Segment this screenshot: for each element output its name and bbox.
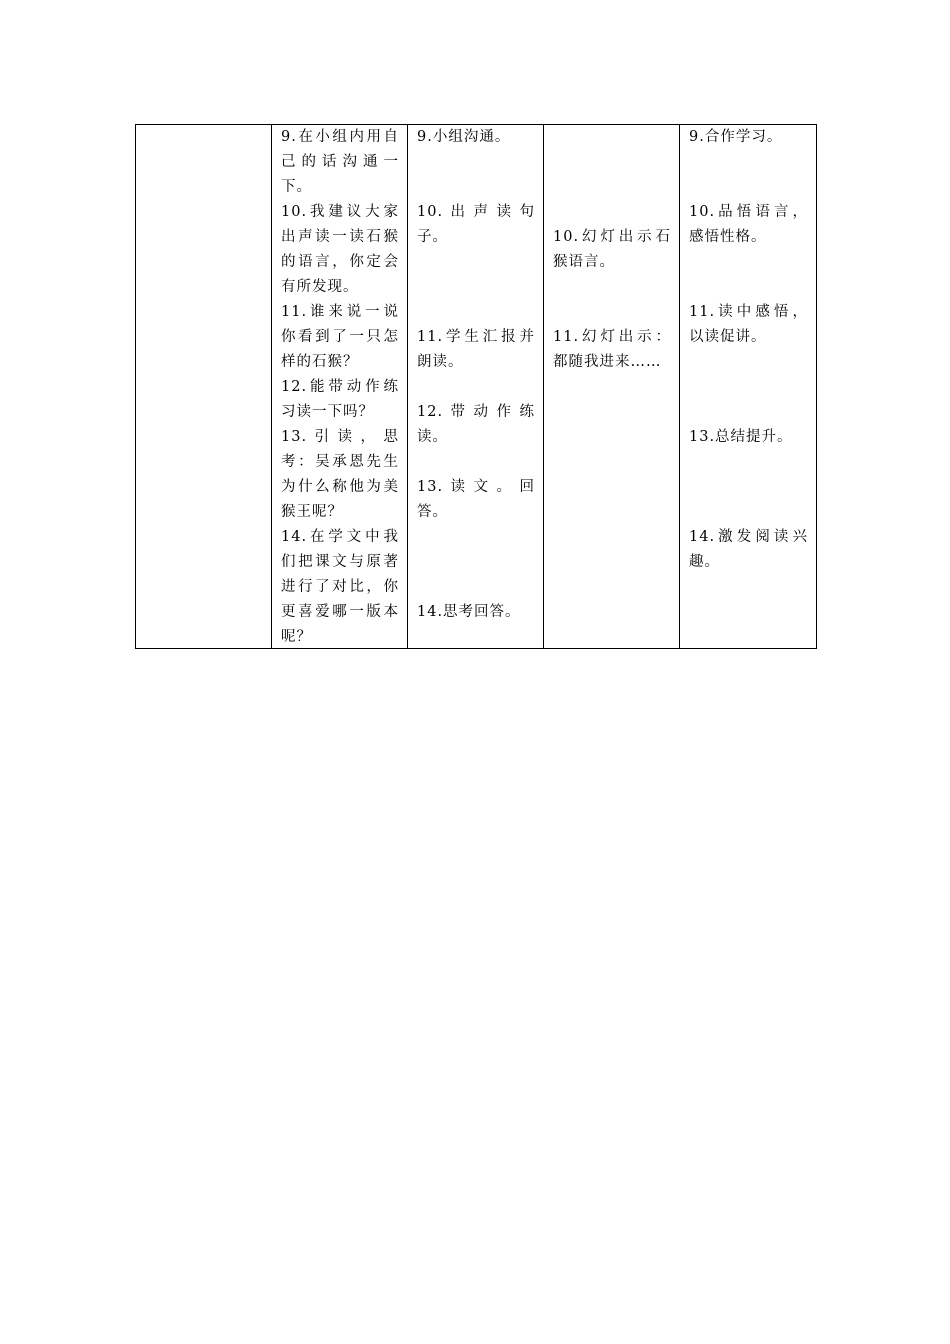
teacher-step-11: 11.谁来说一说你看到了一只怎样的石猴？	[281, 304, 399, 370]
intent-step-9: 9.合作学习。	[689, 129, 783, 145]
teacher-step-13: 13.引读，思考：吴承恩先生为什么称他为美猴王呢？	[281, 429, 399, 520]
media-step-11: 11.幻灯出示：都随我进来……	[553, 329, 671, 370]
student-step-12: 12.带动作练读。	[417, 404, 535, 445]
intent-cell	[680, 125, 817, 649]
teacher-step-12: 12.能带动作练习读一下吗？	[281, 379, 399, 420]
intent-step-13: 13.总结提升。	[689, 429, 793, 445]
student-step-10: 10.出声读句子。	[417, 204, 535, 245]
student-step-9: 9.小组沟通。	[417, 129, 511, 145]
table-cell-empty	[136, 125, 272, 649]
teacher-step-14: 14.在学文中我们把课文与原著进行了对比，你更喜爱哪一版本呢？	[281, 529, 399, 645]
intent-step-10: 10.品悟语言，感悟性格。	[689, 204, 808, 245]
media-step-10: 10.幻灯出示石猴语言。	[553, 229, 671, 270]
student-step-14: 14.思考回答。	[417, 604, 521, 620]
teacher-activity-cell	[272, 125, 408, 649]
lesson-plan-table	[135, 124, 817, 649]
intent-step-11: 11.读中感悟，以读促讲。	[689, 304, 808, 345]
teacher-step-10: 10.我建议大家出声读一读石猴的语言，你定会有所发现。	[281, 204, 399, 295]
intent-step-14: 14.激发阅读兴趣。	[689, 529, 808, 570]
table-row	[136, 125, 817, 649]
media-cell	[544, 125, 680, 649]
student-step-11: 11.学生汇报并朗读。	[417, 329, 535, 370]
student-activity-cell	[408, 125, 544, 649]
student-step-13: 13.读文。回答。	[417, 479, 535, 520]
teacher-step-9: 9.在小组内用自己的话沟通一下。	[281, 129, 399, 195]
